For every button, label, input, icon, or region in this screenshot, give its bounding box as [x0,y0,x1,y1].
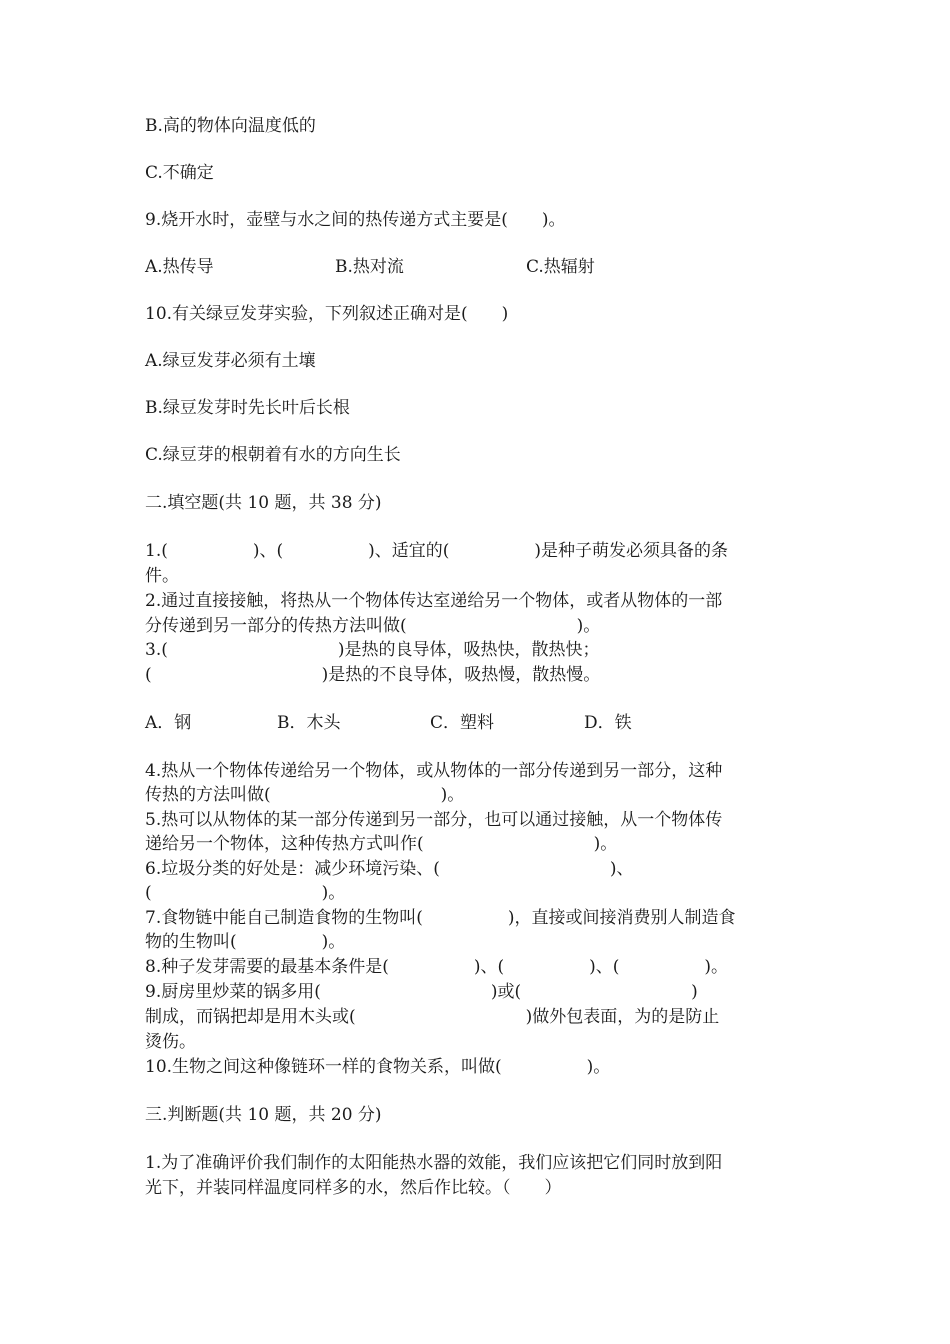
fill-line: 物的生物叫( )。 [145,932,346,952]
fill-line: 4.热从一个物体传递给另一个物体，或从物体的一部分传递到另一部分，这种 [145,761,723,781]
fill-line: 6.垃圾分类的好处是：减少环境污染、( )、 [145,859,634,879]
fill-q3-option-b: B．木头 [277,713,341,733]
fill-line: 传热的方法叫做( )。 [145,785,465,805]
fill-line: 3.( )是热的良导体，吸热快，散热快； [145,640,600,660]
fill-line: ( )是热的不良导体，吸热慢，散热慢。 [145,665,601,685]
fill-line: 5.热可以从物体的某一部分传递到另一部分，也可以通过接触，从一个物体传 [145,810,723,830]
fill-line: 8.种子发芽需要的最基本条件是( )、( )、( )。 [145,957,729,977]
q10-option-b: B.绿豆发芽时先长叶后长根 [145,398,350,418]
q9-option-a: A.热传导 [145,257,214,277]
q9-option-c: C.热辐射 [526,257,595,277]
fill-q3-option-a: A．钢 [145,713,192,733]
section2-title: 二.填空题(共 10 题，共 38 分) [145,493,382,513]
section3-title: 三.判断题(共 10 题，共 20 分) [145,1105,382,1125]
fill-line: 递给另一个物体，这种传热方式叫作( )。 [145,834,618,854]
fill-line: 10.生物之间这种像链环一样的食物关系，叫做( )。 [145,1057,611,1077]
fill-line: ( )。 [145,883,346,903]
q10-stem: 10.有关绿豆发芽实验，下列叙述正确对是( ) [145,304,509,324]
fill-line: 2.通过直接接触，将热从一个物体传达室递给另一个物体，或者从物体的一部 [145,591,723,611]
fill-line: 7.食物链中能自己制造食物的生物叫( )，直接或间接消费别人制造食 [145,908,736,928]
q9-option-b: B.热对流 [335,257,404,277]
q8-option-c: C.不确定 [145,163,214,183]
q9-stem: 9.烧开水时，壶壁与水之间的热传递方式主要是( )。 [145,210,566,230]
fill-q3-option-c: C．塑料 [430,713,495,733]
fill-line: 制成，而锅把却是用木头或( )做外包表面，为的是防止 [145,1007,720,1027]
q10-option-c: C.绿豆芽的根朝着有水的方向生长 [145,445,401,465]
fill-line: 分传递到另一部分的传热方法叫做( )。 [145,616,601,636]
fill-line: 9.厨房里炒菜的锅多用( )或( ) [145,982,698,1002]
q8-option-b: B.高的物体向温度低的 [145,116,316,136]
judge-line: 1.为了准确评价我们制作的太阳能热水器的效能，我们应该把它们同时放到阳 [145,1153,723,1173]
fill-line: 件。 [145,566,179,586]
fill-line: 烫伤。 [145,1032,196,1052]
fill-q3-option-d: D．铁 [584,713,632,733]
judge-line: 光下，并装同样温度同样多的水，然后作比较。（ ） [145,1178,562,1198]
q10-option-a: A.绿豆发芽必须有土壤 [145,351,316,371]
fill-line: 1.( )、( )、适宜的( )是种子萌发必须具备的条 [145,541,729,561]
